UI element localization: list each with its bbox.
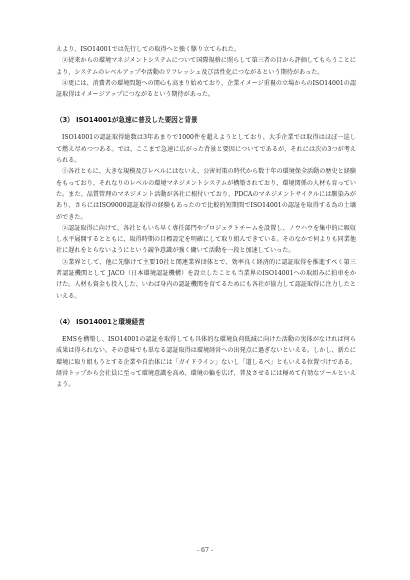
spacer <box>56 100 356 114</box>
intro-paragraph-2: ②従来からの環境マネジメントシステムについて国際規格に照らして第三者の目から評価してもらうことにより、システムのレベルアップや活動のリフレッシュ及び活性化につながるという期待があった。 <box>56 57 356 76</box>
intro-paragraph-3: ④更には、消費者の環境問題への関心も高まり始めており、企業イメージ重視の立場からのISO14001の認証取得はイメージアップにつながるという期待があった。 <box>56 79 356 99</box>
section-3-paragraph-1: ISO14001の認証取得総数は3年あまりで1000件を超えようとしており、大手企業では取得はほぼ一巡して燃え尽めつつある。では、ここまで急速に広がった背景と要因についてであるが、それには次の3つが考えられる。 <box>56 134 356 165</box>
section-3-paragraph-2: ①各社ともに、大きな規模及びレベルにはないえ、公害対策の時代から数十年の環境保全活動の歴史と経験をもっており、それなりのレベルの環境マネジメントシステムが構築されており、環境関係の人材も育っていた。また、品質管理のマネジメント活動が各社に根付いており、PDCAのマネジメントサイクルには馴染みがあり、さらにはISO9000認証取得の経験もあったので比較的短期間でISO14001の認証を取得する為の土壌ができた。 <box>56 168 356 221</box>
intro-paragraph-1: えより、ISO14001では先行しての取得へと強く駆り立てられた。 <box>56 46 240 53</box>
page-number: - 67 - <box>197 547 213 554</box>
page-content <box>56 44 356 390</box>
section-4-paragraph-1: EMSを構築し、ISO14001の認証を取得しても具体的な環境負荷低減に向けた活動の実体がなければ何ら成果は得られない。その意味でも単なる認証取得は環境経営への出発点に過ぎないといえる。しかし、新たに環境に取り組もうとする企業や自治体には「ガイドライン」ないし「道しるべ」ともいえる位置づけである。経営トップから会社員に至って環境意識を高め、環境の輪を広げ、普及させるには極めて有効なツールといえよう。 <box>56 335 356 389</box>
section-3-paragraph-4: ③業界として、他に先駆けて主要10社と関連業界団体とで、効率良く経済的に認証取得を推進すべく第三者認証機関として JACO（日本環境認証機構）を設立したことも当業界のISO14001への取組みに拍車をかけた。人材も資金も投入した、いわば身内の認証機関を育てるためにも各社が協力して認証取得に注力したといえる。 <box>56 258 356 300</box>
section-3-heading: （3） ISO14001が急速に普及した要因と背景 <box>56 116 198 125</box>
spacer <box>56 302 356 316</box>
section-3-paragraph-3: ②認証取得に向けて、各社ともいち早く専任部門やプロジェクトチームを設置し、ノウハウを集中的に吸収し水平展開するとともに、取得時期の目標設定を明確にして取り組んできている。そのなかで何よりも同業他社に遅れをとらないようにという競争意識が強く働いて活動を一段と加速していった。 <box>56 224 356 255</box>
section-4-heading: （4） ISO14001と環境経営 <box>56 317 145 326</box>
